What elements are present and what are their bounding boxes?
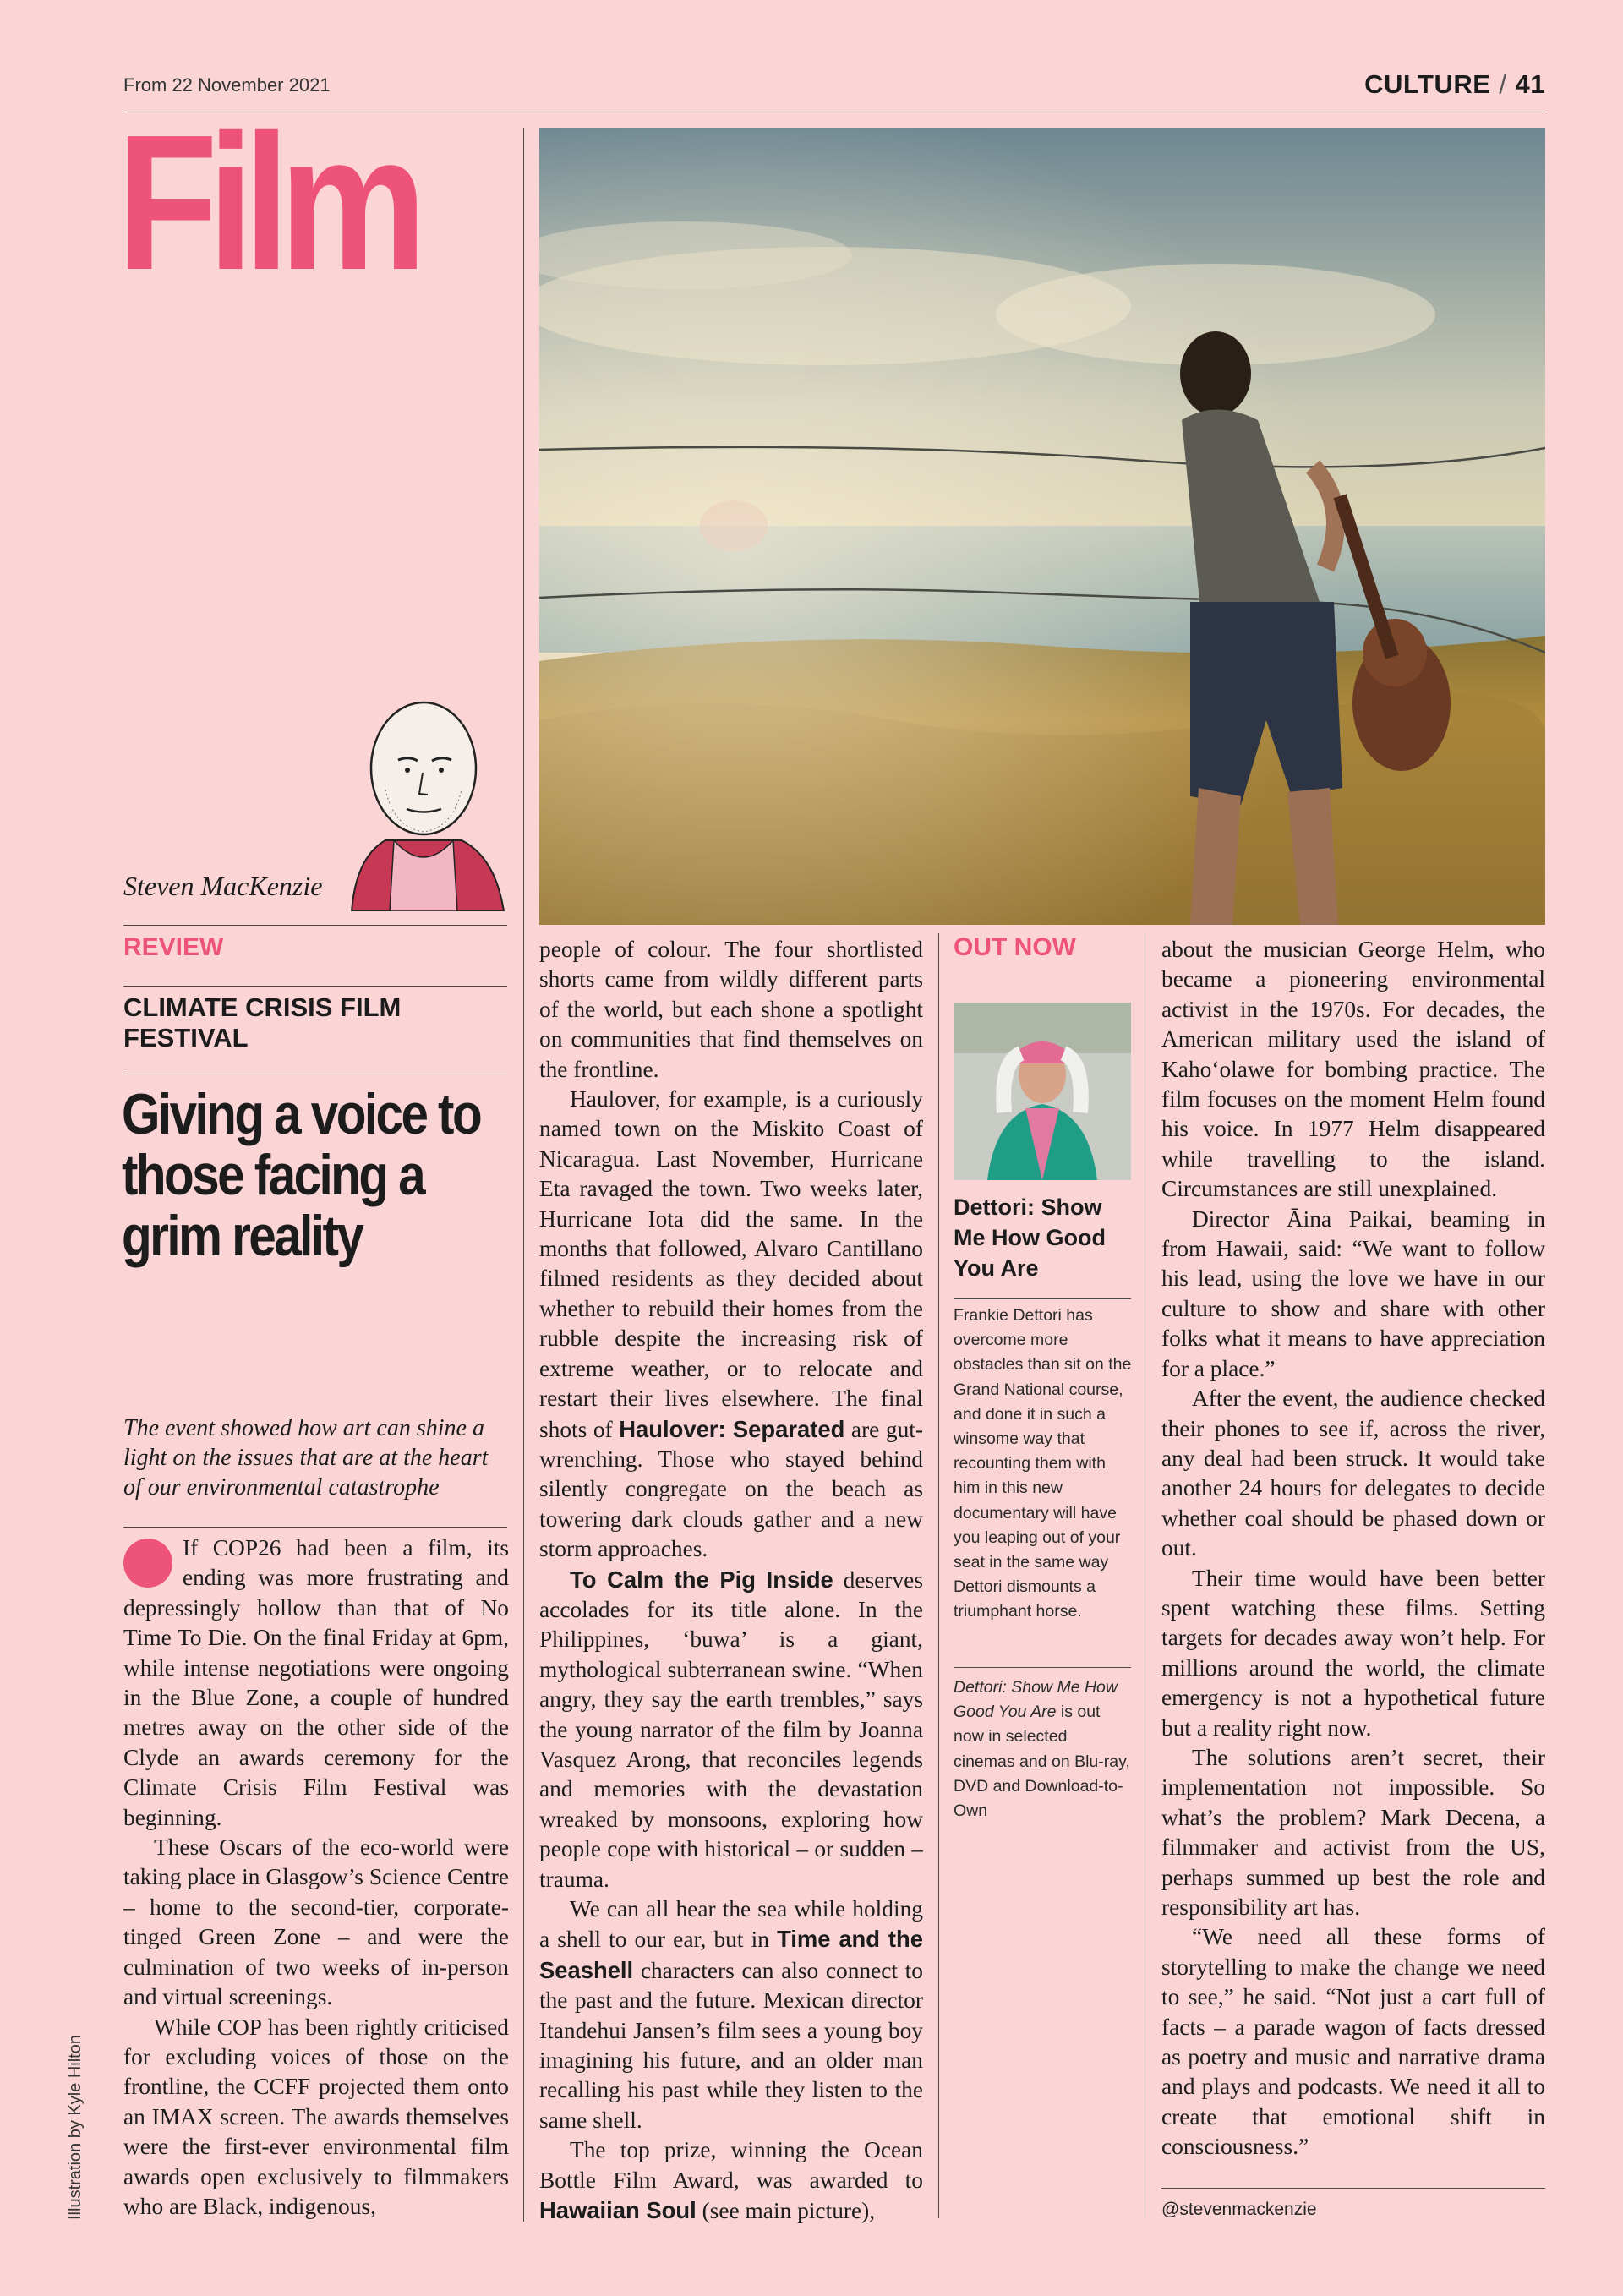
body-paragraph <box>539 1894 923 2135</box>
body-paragraph: These Oscars of the eco-world were taking place in Glasgow’s Science Centre – home to the second-tier, corporate-tinged Green Zone – and were the culmination of two weeks of in-person and virtual screenings. <box>123 1834 509 2010</box>
divider <box>954 1667 1131 1668</box>
section-name: CULTURE <box>1364 69 1491 99</box>
body-paragraph: people of colour. The four shortlisted shorts came from wildly different parts of the world, but each shone a spotlight on communities that find themselves on the frontline. <box>539 937 923 1082</box>
body-paragraph: While COP has been rightly criticised for excluding voices of those on the frontline, the CCFF projected them onto an IMAX screen. The awards themselves were the first-ever environmental film awards open exclusively to filmmakers who are Black, indigenous, <box>123 2014 509 2219</box>
page-number: 41 <box>1515 69 1545 99</box>
article-standfirst: The event showed how art can shine a light on the issues that are at the heart of our environmental catastrophe <box>123 1415 489 1501</box>
article-label: REVIEW <box>123 933 224 961</box>
body-paragraph <box>539 2135 923 2226</box>
body-paragraph: about the musician George Helm, who became a pioneering environmental activist in the 1970s. For decades, the American military used the island of Kahoʻolawe for bombing practice. The film focuses on the moment Helm found his voice. In 1977 Helm disappeared while travelling to the island. Circumstances are still unexplained. <box>1161 937 1545 1202</box>
availability-text: is out now in selected cinemas and on Blu-ray, DVD and Download-to-Own <box>954 1703 1130 1821</box>
film-title: Haulover: Separated <box>619 1415 845 1442</box>
body-paragraph: “We need all these forms of storytelling to make the change we need to see,” he said. “Not just a cart full of facts – a parade wagon of facts dressed as poetry and music and narrative drama and plays and podcasts. We need it all to create that emotional shift in consciousness.” <box>1161 1924 1545 2160</box>
page-title: Film <box>117 96 417 310</box>
drop-cap-dot <box>123 1539 172 1588</box>
author-illustration <box>335 688 512 911</box>
body-paragraph: After the event, the audience checked their phones to see if, across the river, any deal had been struck. It would take another 24 hours for delegates to decide whether coal should be phased down or out. <box>1161 1386 1545 1561</box>
body-paragraph: Director Āina Paikai, beaming in from Hawaii, said: “We want to follow his lead, using the love we have in our culture to show and share with other folks what it means to have appreciation for a place.” <box>1161 1205 1545 1381</box>
text-run: (see main picture), <box>702 2198 876 2224</box>
film-title: Hawaiian Soul <box>539 2197 697 2224</box>
article-body-column-4 <box>1161 935 1545 2186</box>
text-run: are gut-wrenching. Those who stayed behind silently congregate on the beach as towering dark clouds gather and a new storm approaches. <box>539 1416 923 1562</box>
dettori-still-image <box>954 1003 1131 1180</box>
text-run: characters can also connect to the past and the future. Mexican director Itandehui Jansen’s film sees a young boy imagining his future, and an older man recalling his past while they listen to the same shell. <box>539 1957 923 2133</box>
body-paragraph: Their time would have been better spent watching these films. Setting targets for decades away won’t help. For millions around the world, the climate emergency is not a hypothetical future but a reality right now. <box>1161 1565 1545 1741</box>
divider <box>123 986 507 987</box>
article-kicker: CLIMATE CRISIS FILM FESTIVAL <box>123 992 402 1052</box>
film-title: Time and the Seashell <box>539 1926 923 1983</box>
main-picture-hawaiian-soul <box>539 128 1545 925</box>
text-run: deserves accolades for its title alone. In the Philippines, ‘buwa’ is a giant, mythological subterranean swine. “When angry, they say the earth trembles,” says the young narrator of the film by Joanna Vasquez Arong, that reconciles legends and memories with the devastation wreaked by monsoons, exploring how people cope with historical – or sudden – trauma. <box>539 1566 923 1892</box>
issue-date: From 22 November 2021 <box>123 74 331 96</box>
divider <box>954 1298 1131 1299</box>
author-twitter-handle[interactable]: @stevenmackenzie <box>1161 2200 1317 2219</box>
sidebar-availability <box>954 1676 1133 1823</box>
illustration-credit: Illustration by Kyle Hilton <box>66 2035 85 2220</box>
text-run: We can all hear the sea while holding a shell to our ear, but in <box>539 1896 923 1953</box>
availability-film-title: Dettori: Show Me How Good You Are <box>954 1678 1118 1722</box>
text-run: Haulover, for example, is a curiously named town on the Miskito Coast of Nicaragua. Last November, Hurricane Eta ravaged the town. Two weeks later, Hurricane Iota did the same. In the months that followed, Alvaro Cantillano filmed residents as they decided about whether to rebuild their homes from the rubble despite the increasing risk of extreme weather, or to relocate and restart their lives elsewhere. The final shots of <box>539 1086 923 1442</box>
sidebar-label: OUT NOW <box>954 933 1076 961</box>
author-name: Steven MacKenzie <box>123 871 323 901</box>
text-run: The top prize, winning the Ocean Bottle Film Award, was awarded to <box>539 2137 923 2193</box>
section-label: CULTURE / 41 <box>1364 69 1545 99</box>
sidebar-film-title: Dettori: Show Me How Good You Are <box>954 1194 1106 1281</box>
body-paragraph: If COP26 had been a film, its ending was more frustrating and depressingly hollow than that of No Time To Die. On the final Friday at 6pm, while intense negotiations were ongoing in the Blue Zone, a couple of hundred metres away on the other side of the Clyde an awards ceremony for the Climate Crisis Film Festival was beginning. <box>123 1535 509 1830</box>
body-paragraph <box>539 1085 923 1565</box>
body-paragraph <box>539 1565 923 1894</box>
column-divider <box>938 933 939 2218</box>
article-headline: Giving a voice to those facing a grim reality <box>122 1082 481 1268</box>
divider <box>123 925 507 926</box>
divider <box>123 1527 507 1528</box>
sidebar-blurb: Frankie Dettori has overcome more obstacles than sit on the Grand National course, and done it in such a winsome way that recounting them with him in this new documentary will have you leaping out of your seat in the same way Dettori dismounts a triumphant horse. <box>954 1306 1132 1621</box>
article-body-column-1 <box>123 1533 509 2227</box>
divider <box>1161 2188 1545 2189</box>
article-body-column-2 <box>539 935 923 2237</box>
film-title: To Calm the Pig Inside <box>570 1566 833 1593</box>
body-paragraph: The solutions aren’t secret, their implementation not impossible. So what’s the problem? Mark Decena, a filmmaker and activist from the US, perhaps summed up best the role and responsibility art has. <box>1161 1744 1545 1920</box>
